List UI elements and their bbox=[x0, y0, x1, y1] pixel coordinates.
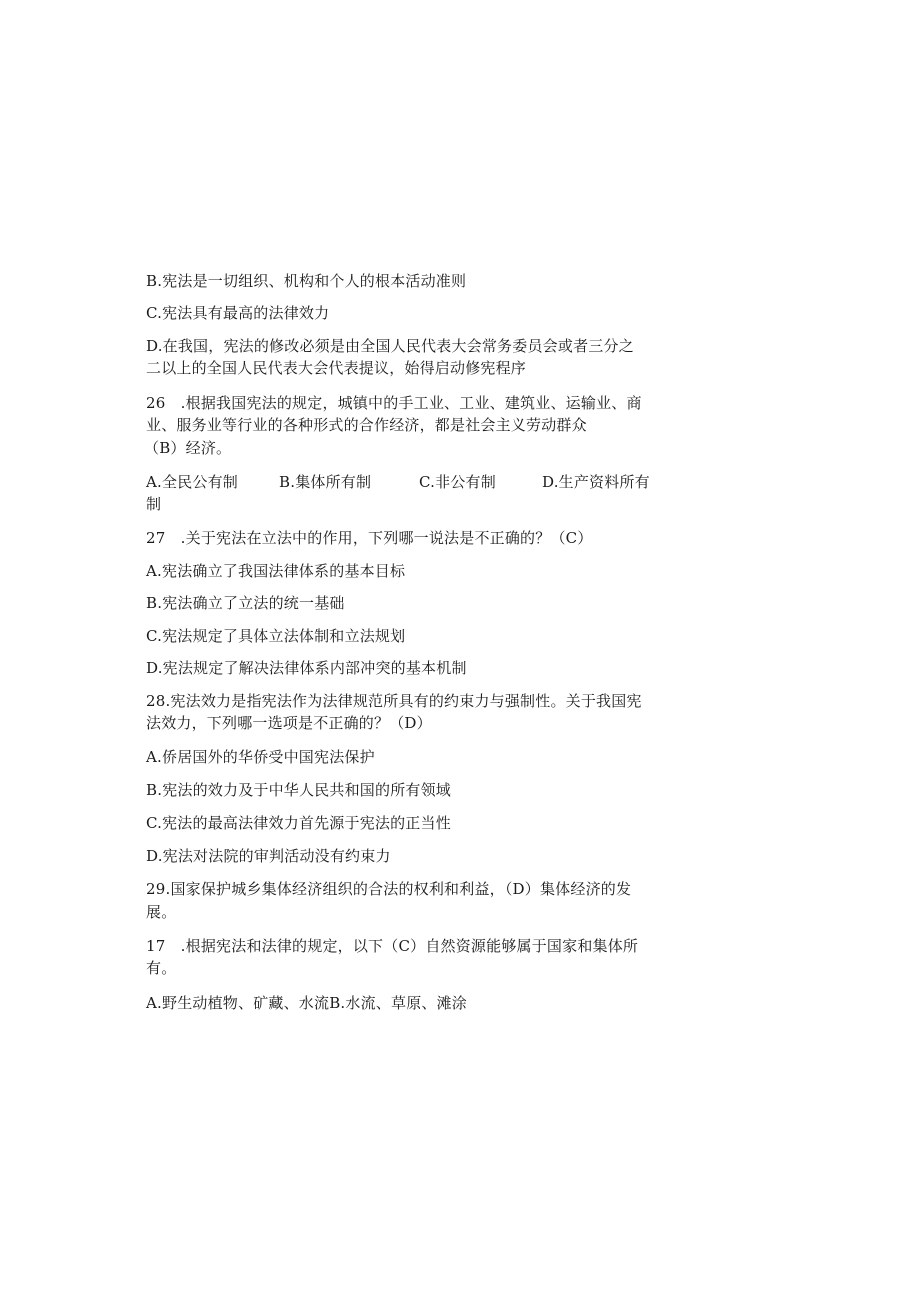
text-line: 有。 bbox=[146, 959, 177, 977]
text-line: 法效力，下列哪一选项是不正确的？（D） bbox=[146, 714, 432, 732]
q26-options-row bbox=[146, 471, 706, 493]
question-29: 29.国家保护城乡集体经济组织的合法的权利和利益，（D）集体经济的发 bbox=[146, 880, 632, 898]
text-line: B.宪法的效力及于中华人民共和国的所有领域 bbox=[146, 781, 451, 799]
text-line: A.野生动植物、矿藏、水流B.水流、草原、滩涂 bbox=[146, 994, 467, 1012]
text-line: C.宪法的最高法律效力首先源于宪法的正当性 bbox=[146, 814, 451, 832]
text-line: （B）经济。 bbox=[144, 439, 232, 457]
text-line: 业、服务业等行业的各种形式的合作经济，都是社会主义劳动群众 bbox=[146, 416, 587, 434]
text-line: D.在我国，宪法的修改必须是由全国人民代表大会常务委员会或者三分之 bbox=[146, 337, 634, 355]
q26-option-a: A.全民公有制 bbox=[146, 473, 239, 491]
q26-option-d: D.生产资料所有 bbox=[542, 473, 650, 491]
question-28: 28.宪法效力是指宪法作为法律规范所具有的约束力与强制性。关于我国宪 bbox=[146, 692, 642, 710]
text-line: 二以上的全国人民代表大会代表提议，始得启动修宪程序 bbox=[146, 359, 527, 377]
q26-option-b: B.集体所有制 bbox=[279, 473, 372, 491]
question-17: 17 .根据宪法和法律的规定，以下（C）自然资源能够属于国家和集体所 bbox=[146, 937, 639, 955]
text-line: C.宪法规定了具体立法体制和立法规划 bbox=[146, 627, 406, 645]
text-line: B.宪法确立了立法的统一基础 bbox=[146, 594, 345, 612]
text-line: 制 bbox=[146, 495, 162, 513]
text-line: A.侨居国外的华侨受中国宪法保护 bbox=[146, 748, 375, 766]
text-line: A.宪法确立了我国法律体系的基本目标 bbox=[146, 562, 406, 580]
text-line: 展。 bbox=[146, 903, 177, 921]
question-27: 27 .关于宪法在立法中的作用，下列哪一说法是不正确的？（C） bbox=[146, 529, 593, 547]
text-line: D.宪法规定了解决法律体系内部冲突的基本机制 bbox=[146, 659, 467, 677]
text-line: D.宪法对法院的审判活动没有约束力 bbox=[146, 847, 391, 865]
text-line: C.宪法具有最高的法律效力 bbox=[146, 304, 330, 322]
question-26: 26 .根据我国宪法的规定，城镇中的手工业、工业、建筑业、运输业、商 bbox=[146, 394, 642, 412]
q26-option-c: C.非公有制 bbox=[419, 473, 496, 491]
text-line: B.宪法是一切组织、机构和个人的根本活动准则 bbox=[146, 272, 467, 290]
